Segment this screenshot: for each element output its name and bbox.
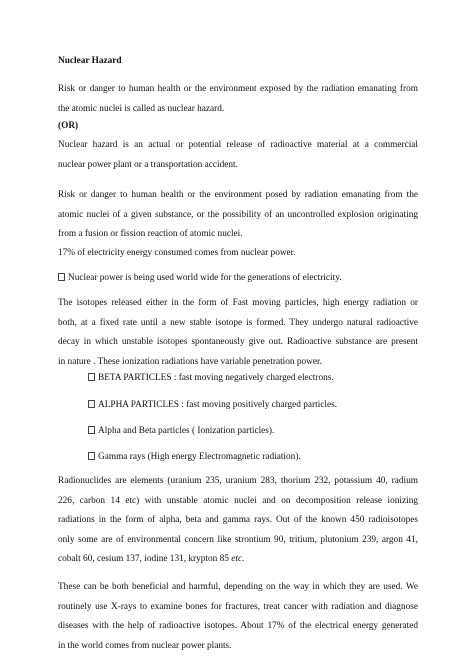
paragraph-line: These can be both beneficial and harmful, depending on the way in which they are used. We (58, 582, 418, 592)
paragraph-line: 226, carbon 14 etc) with unstable atomic nuclei and on decomposition release ionizing (58, 495, 418, 506)
paragraph-line: The isotopes released either in the form of Fast moving particles, high energy radiation or (58, 298, 418, 308)
paragraph-line: nuclear power plant or a transportation accident. (58, 159, 238, 170)
or-label: (OR) (58, 121, 79, 131)
missing-glyph-icon (88, 426, 95, 434)
paragraph-line: Radionuclides are elements (uranium 235, uranium 283, thorium 232, potassium 40, radium (58, 476, 418, 486)
list-item: BETA PARTICLES : fast moving negatively charged electrons. (88, 369, 428, 389)
paragraph-nuclear-power (58, 269, 418, 289)
missing-glyph-icon (88, 373, 95, 381)
paragraph-isotopes (58, 294, 418, 372)
paragraph-line: both, at a fixed rate until a new stable isotope is formed. They undergo natural radioactive (58, 317, 418, 328)
paragraph-risk (58, 186, 418, 245)
paragraph-radionuclides (58, 472, 418, 570)
paragraph-line: routinely use X-rays to examine bones for fractures, treat cancer with radiation and diagnose (58, 601, 418, 612)
paragraph-line: Risk or danger to human health or the environment posed by radiation emanating from the (58, 190, 418, 200)
paragraph-uses (58, 578, 418, 656)
etc-text: etc. (231, 554, 245, 564)
paragraph-line: radiations in the form of alpha, beta and gamma rays. Out of the known 450 radioisotopes (58, 515, 418, 525)
paragraph-electricity-share: 17% of electricity energy consumed comes from nuclear power. (58, 248, 296, 258)
paragraph-definition (58, 80, 418, 119)
paragraph-line: Nuclear hazard is an actual or potential release of radioactive material at a commercial (58, 140, 418, 150)
paragraph-line: diseases with the help of radioactive isotopes. About 17% of the electrical energy generated (58, 621, 418, 631)
paragraph-line: decay in which unstable isotopes spontaneously give out. Radioactive substance are present (58, 337, 418, 347)
paragraph-line: atomic nuclei of a given substance, or the possibility of an uncontrolled explosion originating (58, 209, 418, 220)
paragraph-line: in the world comes from nuclear power plants. (58, 640, 232, 651)
list-item: ALPHA PARTICLES : fast moving positively charged particles. (88, 396, 428, 416)
list-item: Gamma rays (High energy Electromagnetic radiation). (88, 448, 428, 468)
missing-glyph-icon (58, 273, 65, 281)
paragraph-line: from a fusion or fission reaction of atomic nuclei. (58, 229, 243, 239)
missing-glyph-icon (88, 452, 95, 460)
paragraph-text: Nuclear power is being used world wide for the generations of electricity. (68, 273, 342, 283)
list-item: Alpha and Beta particles ( Ionization particles). (88, 422, 428, 442)
document-title: Nuclear Hazard (58, 56, 122, 66)
paragraph-alternate-definition (58, 136, 418, 175)
missing-glyph-icon (88, 400, 95, 408)
paragraph-line: Risk or danger to human health or the environment exposed by the radiation emanating from (58, 84, 418, 94)
paragraph-line: only some are of environmental concern like strontium 90, tritium, plutonium 239, argon 41, (58, 534, 418, 545)
paragraph-line: the atomic nuclei is called as nuclear hazard. (58, 103, 225, 114)
paragraph-line: in nature . These ionization radiations have variable penetration power. (58, 356, 322, 367)
paragraph-line: cobalt 60, cesium 137, iodine 131, krypton 85 etc. (58, 554, 245, 564)
